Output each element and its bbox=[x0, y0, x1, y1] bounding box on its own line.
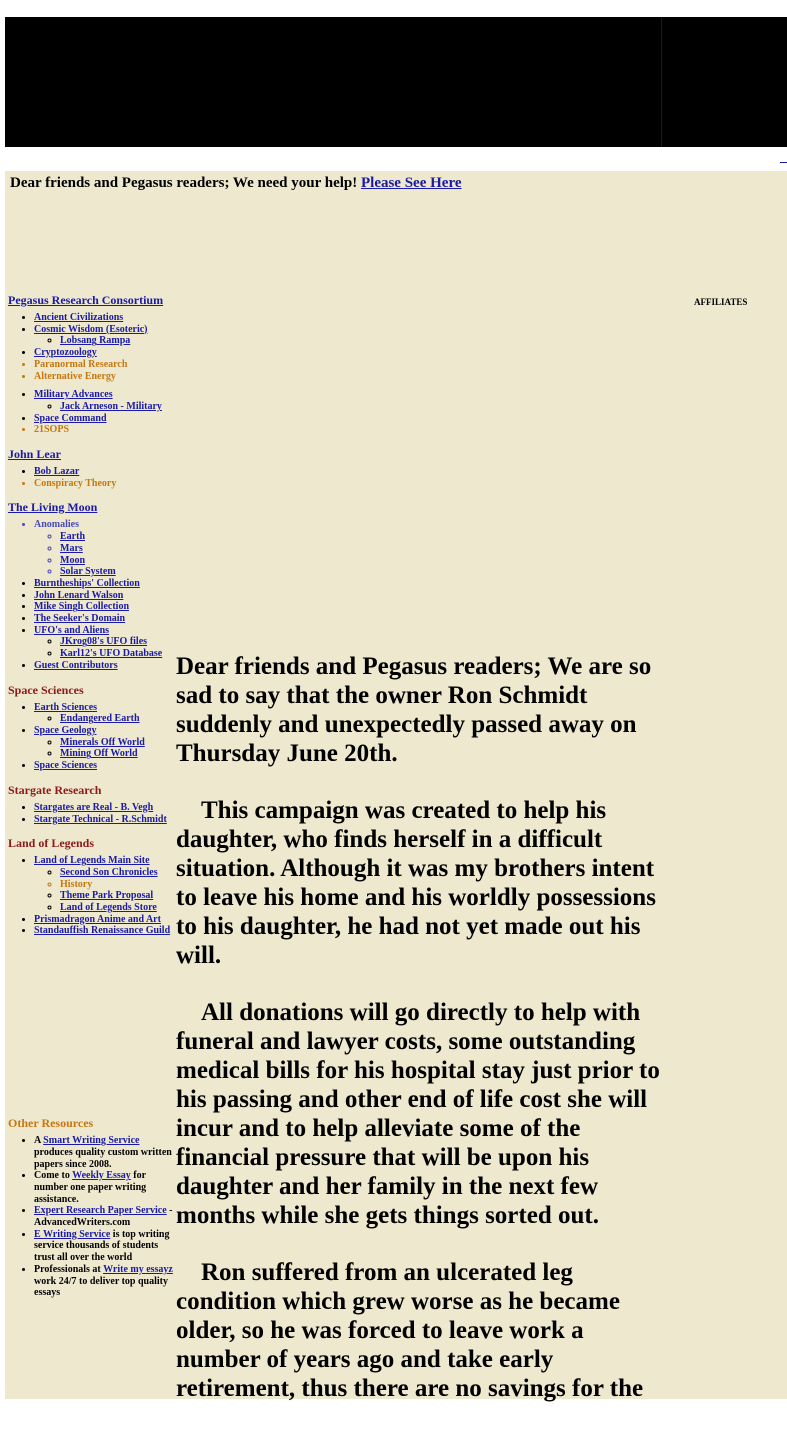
living-moon-list bbox=[8, 519, 174, 671]
nav-guest-contributors[interactable]: Guest Contributors bbox=[34, 659, 118, 671]
nav-lobsang-rampa[interactable]: Lobsang Rampa bbox=[60, 335, 131, 347]
nav-theme-park-proposal[interactable]: Theme Park Proposal bbox=[60, 890, 154, 902]
list-item bbox=[34, 660, 174, 672]
list-item bbox=[34, 613, 174, 625]
list-item bbox=[60, 737, 174, 749]
nav-jkrog08[interactable]: JKrog08's UFO files bbox=[60, 636, 148, 648]
section-john-lear[interactable]: John Lear bbox=[8, 447, 62, 462]
nav-space-sciences[interactable]: Space Sciences bbox=[34, 760, 98, 772]
section-stargate-research: Stargate Research bbox=[8, 782, 102, 797]
nav-conspiracy-theory[interactable]: • Conspiracy Theory bbox=[34, 478, 174, 490]
main-content-area bbox=[5, 171, 787, 1402]
nav-military-advances[interactable]: Military Advances bbox=[34, 389, 113, 401]
list-item bbox=[34, 590, 174, 602]
nav-jack-arneson[interactable]: Jack Arneson - Military bbox=[60, 400, 162, 412]
list-item bbox=[60, 902, 174, 914]
list-item bbox=[34, 725, 174, 760]
article-paragraph: Ron suffered from an ulcerated leg condition which grew worse as he became older, so he was forced to leave work a number of years ago and take early retirement, thus there are no savings for the bbox=[176, 1259, 644, 1402]
list-item bbox=[60, 867, 174, 879]
nav-minerals-off-world[interactable]: Minerals Off World bbox=[60, 736, 145, 748]
nav-earth[interactable]: Earth bbox=[60, 531, 85, 543]
other-resources-list bbox=[8, 1135, 174, 1299]
list-item bbox=[60, 543, 174, 555]
nav-paranormal-research[interactable]: • Paranormal Research bbox=[34, 359, 174, 371]
list-item bbox=[34, 601, 174, 613]
nav-ufos-aliens[interactable]: UFO's and Aliens bbox=[34, 624, 110, 636]
nav-seekers-domain[interactable]: The Seeker's Domain bbox=[34, 613, 126, 625]
nav-solar-system[interactable]: Solar System bbox=[60, 566, 116, 578]
list-item bbox=[60, 748, 174, 760]
list-item bbox=[34, 760, 174, 772]
section-land-of-legends: Land of Legends bbox=[8, 836, 95, 851]
list-item: • A Smart Writing Service produces quality custom written papers since 2008. bbox=[34, 1135, 174, 1170]
list-item bbox=[60, 531, 174, 543]
section-living-moon[interactable]: The Living Moon bbox=[8, 500, 98, 515]
sidebar-nav bbox=[8, 292, 174, 1299]
list-item bbox=[34, 814, 174, 826]
list-item bbox=[60, 648, 174, 660]
nav-anomalies[interactable] bbox=[34, 519, 174, 578]
list-item bbox=[60, 555, 174, 567]
nav-mining-off-world[interactable]: Mining Off World bbox=[60, 748, 138, 760]
list-spacer bbox=[34, 382, 174, 389]
nav-stargates-are-real[interactable]: Stargates are Real - B. Vegh bbox=[34, 801, 154, 813]
list-item bbox=[34, 925, 174, 937]
list-item bbox=[60, 890, 174, 902]
john-lear-list bbox=[8, 466, 174, 489]
nav-land-of-legends-main[interactable]: Land of Legends Main Site bbox=[34, 855, 150, 867]
tiny-link-mark[interactable] bbox=[780, 162, 787, 163]
list-item bbox=[34, 914, 174, 926]
list-item bbox=[60, 401, 174, 413]
nav-mars[interactable]: Mars bbox=[60, 542, 83, 554]
nav-space-command[interactable]: Space Command bbox=[34, 412, 107, 424]
link-expert-research-paper[interactable]: Expert Research Paper Service bbox=[34, 1205, 167, 1217]
list-item bbox=[34, 625, 174, 660]
list-item: • Expert Research Paper Service - AdvancedWriters.com bbox=[34, 1205, 174, 1228]
nav-ancient-civilizations[interactable]: Ancient Civilizations bbox=[34, 312, 124, 323]
list-item bbox=[34, 702, 174, 725]
article-paragraph: Dear friends and Pegasus readers; We are so sad to say that the owner Ron Schmidt suddenly and unexpectedly passed away on Thursday June 20th. bbox=[176, 653, 652, 767]
nav-cryptozoology[interactable]: Cryptozoology bbox=[34, 347, 97, 359]
list-item bbox=[34, 312, 174, 324]
list-item bbox=[34, 802, 174, 814]
nav-history[interactable]: ◦ History bbox=[60, 879, 174, 891]
link-write-my-essayz[interactable]: Write my essayz bbox=[103, 1263, 173, 1275]
nav-moon[interactable]: Moon bbox=[60, 554, 85, 566]
list-item bbox=[60, 713, 174, 725]
nav-prismadragon[interactable]: Prismadragon Anime and Art bbox=[34, 913, 161, 925]
nav-earth-sciences[interactable]: Earth Sciences bbox=[34, 701, 98, 713]
nav-john-lenard-walson[interactable]: John Lenard Walson bbox=[34, 589, 124, 601]
nav-second-son-chronicles[interactable]: Second Son Chronicles bbox=[60, 866, 158, 878]
list-item bbox=[34, 855, 174, 914]
space-sciences-list bbox=[8, 702, 174, 772]
banner-divider bbox=[661, 17, 662, 147]
section-space-sciences: Space Sciences bbox=[8, 682, 84, 697]
list-item bbox=[34, 578, 174, 590]
nav-anomalies-label: Anomalies bbox=[34, 519, 79, 531]
help-notice bbox=[10, 175, 462, 192]
affiliates-label: AFFILIATES bbox=[694, 297, 748, 307]
pegasus-list bbox=[8, 312, 174, 436]
nav-land-of-legends-store[interactable]: Land of Legends Store bbox=[60, 902, 157, 914]
list-item: • Come to Weekly Essay for number one paper writing assistance. bbox=[34, 1170, 174, 1205]
list-item: • Professionals at Write my essayz work 24/7 to deliver top quality essays bbox=[34, 1264, 174, 1299]
list-item: • E Writing Service is top writing service thousands of students trust all over the world bbox=[34, 1229, 174, 1264]
nav-standauffish[interactable]: Standauffish Renaissance Guild bbox=[34, 925, 171, 937]
article-paragraph: This campaign was created to help his daughter, who finds herself in a difficult situation. Although it was my brothers intent to leave his home and his worldly possessions to his daughter, he had not yet made out his will. bbox=[176, 797, 656, 969]
nav-endangered-earth[interactable]: Endangered Earth bbox=[60, 713, 140, 725]
list-item bbox=[34, 413, 174, 425]
list-item bbox=[34, 324, 174, 347]
nav-mike-singh[interactable]: Mike Singh Collection bbox=[34, 601, 130, 613]
list-item bbox=[34, 389, 174, 412]
list-item bbox=[60, 566, 174, 578]
nav-space-geology[interactable]: Space Geology bbox=[34, 724, 97, 736]
section-pegasus-research[interactable]: Pegasus Research Consortium bbox=[8, 293, 164, 307]
article-paragraph: All donations will go directly to help with funeral and lawyer costs, some outstanding medical bills for his hospital stay just prior to his passing and other end of life cost she will incur and to help alleviate some of the financial pressure that will be upon his daughter and her family in the next few months while she gets things sorted out. bbox=[176, 999, 660, 1229]
nav-stargate-technical[interactable]: Stargate Technical - R.Schmidt bbox=[34, 813, 167, 825]
link-weekly-essay[interactable]: Weekly Essay bbox=[72, 1170, 131, 1182]
list-item bbox=[34, 347, 174, 359]
list-item bbox=[60, 636, 174, 648]
nav-cosmic-wisdom[interactable]: Cosmic Wisdom (Esoteric) bbox=[34, 323, 148, 335]
legends-list bbox=[8, 855, 174, 937]
article-body bbox=[176, 652, 666, 1431]
nav-burntheships[interactable]: Burntheships' Collection bbox=[34, 577, 140, 589]
nav-bob-lazar[interactable]: Bob Lazar bbox=[34, 466, 80, 478]
link-smart-writing-service[interactable]: Smart Writing Service bbox=[43, 1135, 140, 1147]
nav-alternative-energy[interactable]: • Alternative Energy bbox=[34, 371, 174, 383]
list-item bbox=[60, 335, 174, 347]
stargate-list bbox=[8, 802, 174, 825]
section-other-resources: Other Resources bbox=[8, 1116, 94, 1131]
nav-21sops[interactable]: • 21SOPS bbox=[34, 424, 174, 436]
help-notice-text: Dear friends and Pegasus readers; We need your help! bbox=[10, 175, 358, 191]
please-see-here-link[interactable]: Please See Here bbox=[360, 175, 462, 191]
header-banner bbox=[5, 17, 787, 147]
link-e-writing-service[interactable]: E Writing Service bbox=[34, 1228, 111, 1240]
nav-karl12[interactable]: Karl12's UFO Database bbox=[60, 648, 163, 660]
list-item bbox=[34, 466, 174, 478]
